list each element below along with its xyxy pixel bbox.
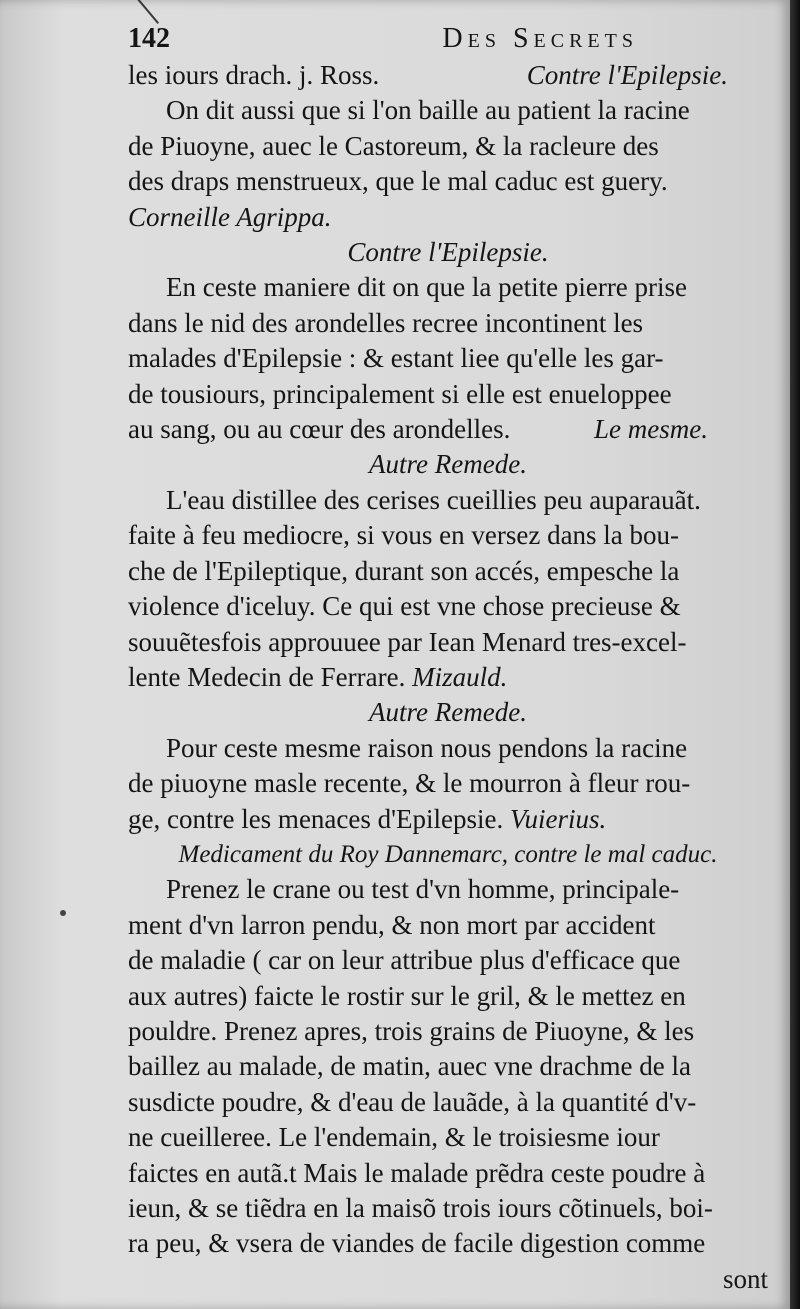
- side-heading: Contre l'Epilepsie.: [526, 60, 728, 90]
- text-line: Prenez le crane ou test d'vn homme, principale-: [166, 874, 680, 905]
- text-line: des draps menstrueux, que le mal caduc est guery.: [128, 166, 668, 197]
- author-attribution: Le mesme.: [594, 414, 708, 445]
- text-line: ne cueilleree. Le l'endemain, & le troisiesme iour: [128, 1122, 660, 1153]
- text-line: ment d'vn larron pendu, & non mort par accident: [128, 909, 656, 940]
- text-line: En ceste maniere dit on que la petite pierre prise: [166, 272, 688, 303]
- text-line: au sang, ou au cœur des arondelles. Le mesme.: [128, 412, 768, 447]
- text-line: de Piuoyne, auec le Castoreum, & la racleure des: [128, 130, 659, 161]
- text-line: de piuoyne masle recente, & le mourron à fleur rou-: [128, 768, 691, 799]
- section-heading: Autre Remede.: [369, 449, 527, 480]
- text-line: souuẽtesfois approuuee par Iean Menard tres-excel-: [128, 626, 687, 657]
- text-line: Pour ceste mesme raison nous pendons la racine: [166, 732, 688, 763]
- text-line: ge, contre les menaces d'Epilepsie. Vuierius.: [128, 803, 607, 834]
- page-header: [128, 20, 768, 58]
- section-heading: Medicament du Roy Dannemarc, contre le mal caduc.: [178, 840, 718, 868]
- author-attribution: Corneille Agrippa.: [128, 201, 332, 232]
- text-line: lente Medecin de Ferrare. Mizauld.: [128, 661, 508, 692]
- text-line: malades d'Epilepsie : & estant liee qu'elle les gar-: [128, 343, 664, 374]
- text-line: de maladie ( car on leur attribue plus d'efficace que: [128, 945, 681, 976]
- text-line: pouldre. Prenez apres, trois grains de Piuoyne, & les: [128, 1015, 695, 1046]
- author-attribution: Mizauld.: [412, 661, 508, 692]
- text-line: L'eau distillee des cerises cueillies peu auparauãt.: [166, 484, 701, 515]
- text-line: de tousiours, principalement si elle est enueloppee: [128, 378, 672, 409]
- text-line: baillez au malade, de matin, auec vne drachme de la: [128, 1051, 691, 1082]
- catchword: sont: [722, 1263, 768, 1294]
- author-attribution: Vuierius.: [509, 803, 607, 834]
- page-edge-shadow: [790, 0, 800, 1309]
- text-line: faictes en autã.t Mais le malade prẽdra ceste poudre à: [128, 1157, 706, 1188]
- text-line: che de l'Epileptique, durant son accés, empesche la: [128, 555, 680, 586]
- ink-spot: [60, 910, 66, 916]
- section-heading: Autre Remede.: [369, 697, 527, 728]
- page-text: [128, 20, 768, 1297]
- text-line: les iours drach. j. Ross. Contre l'Epilepsie.: [128, 58, 768, 93]
- text-line: ra peu, & vsera de viandes de facile digestion comme: [128, 1228, 706, 1259]
- text-line: violence d'iceluy. Ce qui est vne chose precieuse &: [128, 591, 681, 622]
- page-number: 142: [128, 23, 170, 54]
- text-line: On dit aussi que si l'on baille au patient la racine: [166, 95, 690, 126]
- text-line: faite à feu mediocre, si vous en versez dans la bou-: [128, 520, 680, 551]
- text-line: aux autres) faicte le rostir sur le gril, & le mettez en: [128, 980, 686, 1011]
- text-line: ieun, & se tiẽdra en la maisõ trois iours cõtinuels, boi-: [128, 1193, 713, 1223]
- text-line: dans le nid des arondelles recree incontinent les: [128, 307, 644, 338]
- section-heading: Contre l'Epilepsie.: [347, 237, 549, 268]
- text-line: susdicte poudre, & d'eau de lauãde, à la quantité d'v-: [128, 1086, 697, 1117]
- running-title: Des Secrets: [442, 23, 638, 54]
